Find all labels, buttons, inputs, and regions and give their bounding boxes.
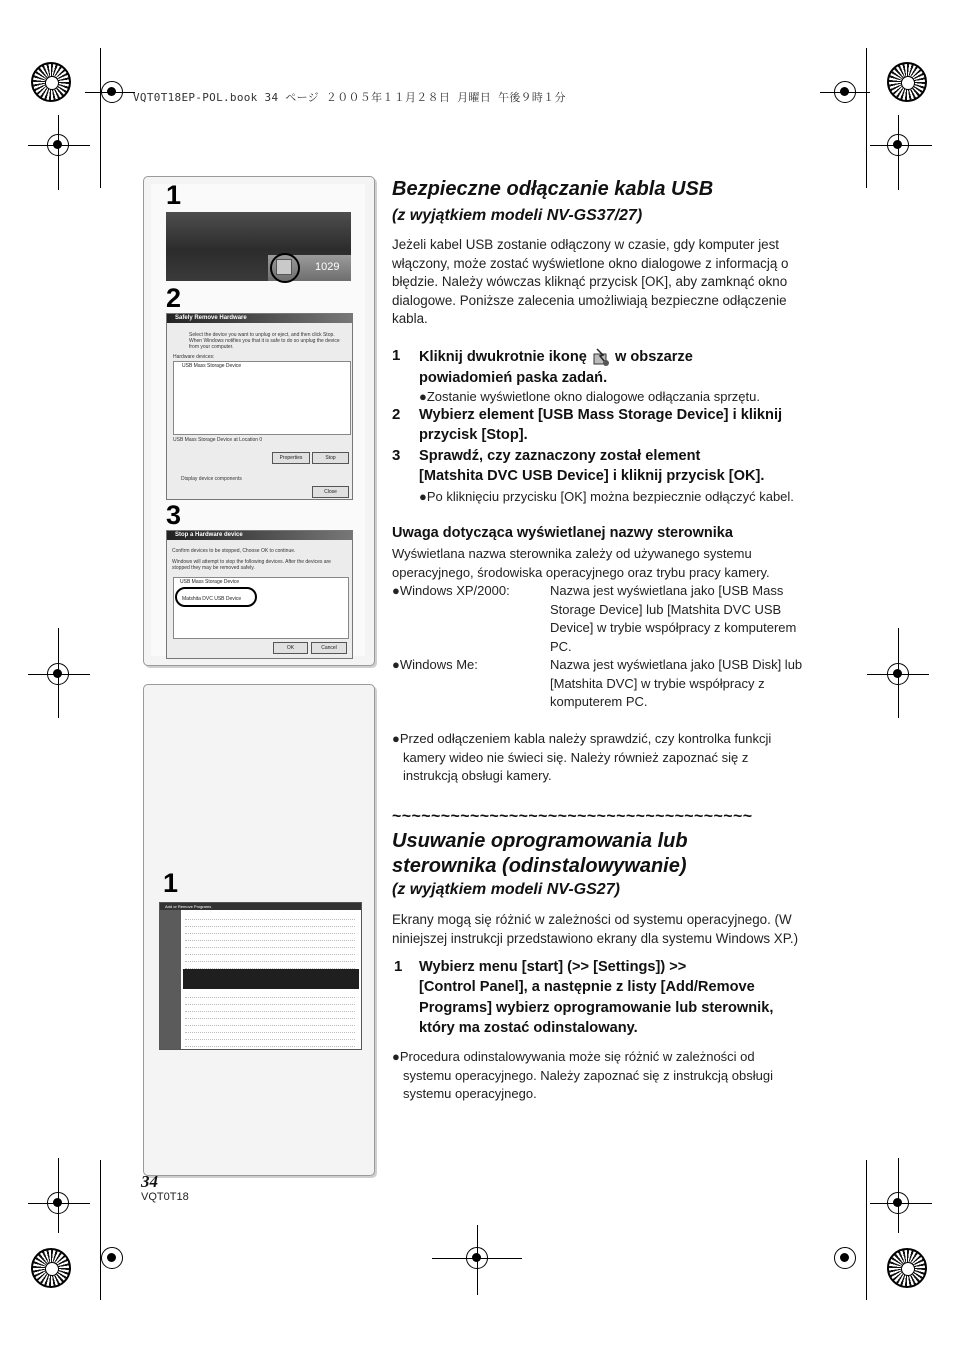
add-remove-programs-window bbox=[159, 902, 362, 1050]
section2-step1-text: Wybierz menu [start] (>> [Settings]) >> [Control Panel], a następnie z listy [Add/Remove Programs] wybierz oprogramowanie lub sterownik, który ma zostać odinstalowany. bbox=[419, 959, 774, 1036]
ok-button[interactable]: OK bbox=[273, 642, 308, 654]
program-row[interactable] bbox=[185, 1021, 355, 1026]
driver-name-heading: Uwaga dotycząca wyświetlanej nazwy sterownika bbox=[392, 525, 733, 541]
page-number: 34 bbox=[141, 1172, 158, 1191]
crosshair-target-icon bbox=[834, 1247, 856, 1269]
program-row[interactable] bbox=[185, 943, 355, 948]
properties-button[interactable]: Properties bbox=[272, 452, 310, 464]
section2-subtitle: (z wyjątkiem modeli NV-GS27) bbox=[392, 881, 620, 898]
highlight-oval bbox=[175, 587, 257, 607]
step1-note: ●Zostanie wyświetlone okno dialogowe odłączania sprzętu. bbox=[419, 389, 760, 404]
step2-number: 2 bbox=[392, 406, 401, 423]
dialog-stop-text: Windows will attempt to stop the following devices. After the devices are stopped they may be removed safely. bbox=[172, 559, 331, 571]
before-disconnect-note: ●Przed odłączeniem kabla należy sprawdzić, czy kontrolka funkcji kamery wideo nie świeci się. Należy również zapoznać się z instrukcją obsługi kamery. bbox=[392, 731, 772, 783]
program-row[interactable] bbox=[185, 993, 355, 998]
section2-step1-number: 1 bbox=[394, 958, 403, 975]
dialog-instructions: Select the device you want to unplug or eject, and then click Stop. When Windows notifies you that it is safe to do so unplug the device from your computer. bbox=[189, 332, 340, 350]
crosshair-target-icon bbox=[101, 1247, 123, 1269]
panel1-step2: 2 bbox=[166, 283, 182, 313]
panel2-step1: 1 bbox=[163, 868, 179, 898]
safely-remove-dialog bbox=[166, 313, 353, 500]
program-row[interactable] bbox=[185, 922, 355, 927]
dialog-confirm-text: Confirm devices to be stopped, Choose OK to continue. bbox=[172, 548, 296, 554]
crosshair-target-icon bbox=[887, 1192, 909, 1214]
cancel-button[interactable]: Cancel bbox=[311, 642, 347, 654]
step1-number: 1 bbox=[392, 347, 401, 364]
me-label: ●Windows Me: bbox=[392, 657, 478, 672]
panel1-step1: 1 bbox=[166, 180, 182, 210]
section-divider: ~~~~~~~~~~~~~~~~~~~~~~~~~~~~~~~~~~~~~ bbox=[392, 808, 753, 825]
section2-note: ●Procedura odinstalowywania może się różnić w zależności od systemu operacyjnego. Należy zapoznać się z instrukcją obsługi systemu operacyjnego. bbox=[392, 1049, 773, 1101]
program-row[interactable] bbox=[185, 1028, 355, 1033]
registration-dial-icon bbox=[31, 62, 71, 102]
program-row[interactable] bbox=[185, 950, 355, 955]
registration-dial-icon bbox=[887, 1248, 927, 1288]
hardware-list-label: Hardware devices: bbox=[173, 354, 215, 360]
highlight-circle bbox=[270, 253, 300, 283]
xp-text: Nazwa jest wyświetlana jako [USB Mass Storage Device] lub [Matshita DVC USB Device] w trybie współpracy z komputerem PC. bbox=[550, 583, 797, 654]
safely-remove-hardware-icon bbox=[591, 346, 611, 368]
section2-intro: Ekrany mogą się różnić w zależności od systemu operacyjnego. (W niniejszej instrukcji przedstawiono ekrany dla systemu Windows XP.) bbox=[392, 912, 799, 946]
section1-intro: Jeżeli kabel USB zostanie odłączony w czasie, gdy komputer jest włączony, może zostać wyświetlone okno dialogowe z informacją o błędzie. Należy wówczas kliknąć przycisk [OK], aby zamknąć okno dialogowe. Poniższe zalecenia umożliwiają bezpieczne odłączenie kabla. bbox=[392, 237, 789, 327]
device-location: USB Mass Storage Device at Location 0 bbox=[173, 437, 263, 443]
dialog-title: Safely Remove Hardware bbox=[167, 314, 352, 323]
crosshair-target-icon bbox=[887, 134, 909, 156]
program-row[interactable] bbox=[185, 1035, 355, 1040]
display-components-checkbox[interactable]: Display device components bbox=[181, 476, 242, 482]
print-header: VQT0T18EP-POL.book 34 ページ ２００５年１１月２８日 月曜日 午後９時１分 bbox=[133, 91, 566, 104]
registration-dial-icon bbox=[31, 1248, 71, 1288]
step2-text: Wybierz element [USB Mass Storage Device] i kliknij przycisk [Stop]. bbox=[419, 407, 783, 444]
document-code: VQT0T18 bbox=[141, 1191, 189, 1203]
hardware-list-item[interactable]: USB Mass Storage Device bbox=[182, 363, 242, 369]
program-row[interactable] bbox=[185, 1007, 355, 1012]
program-row[interactable] bbox=[185, 936, 355, 941]
driver-text: Wyświetlana nazwa sterownika zależy od używanego systemu operacyjnego, środowiska operacyjnego oraz trybu pracy kamery. bbox=[392, 546, 770, 580]
crosshair-target-icon bbox=[47, 134, 69, 156]
dialog-title: Stop a Hardware device bbox=[167, 531, 352, 540]
tray-clock: 1029 bbox=[315, 261, 340, 273]
arp-title: Add or Remove Programs bbox=[160, 903, 362, 910]
step3-number: 3 bbox=[392, 447, 401, 464]
step1-text: Kliknij dwukrotnie ikonę w obszarze powiadomień paska zadań. bbox=[419, 346, 839, 388]
section1-subtitle: (z wyjątkiem modeli NV-GS37/27) bbox=[392, 207, 643, 224]
stop-button[interactable]: Stop bbox=[312, 452, 349, 464]
step3-note: ●Po kliknięciu przycisku [OK] można bezpiecznie odłączyć kabel. bbox=[419, 489, 794, 504]
step3-text: Sprawdź, czy zaznaczony został element [Matshita DVC USB Device] i kliknij przycisk [OK]. bbox=[419, 448, 765, 485]
program-row[interactable] bbox=[185, 929, 355, 934]
hardware-list[interactable] bbox=[173, 361, 351, 435]
program-row[interactable] bbox=[185, 915, 355, 920]
program-row[interactable] bbox=[185, 1000, 355, 1005]
program-row[interactable] bbox=[185, 1014, 355, 1019]
devices-list-item[interactable]: USB Mass Storage Device bbox=[180, 579, 240, 585]
panel1-step3: 3 bbox=[166, 500, 182, 530]
section2-title: Usuwanie oprogramowania lub sterownika (odinstalowywanie) bbox=[392, 830, 688, 877]
xp-label: ●Windows XP/2000: bbox=[392, 583, 510, 598]
devices-list-item[interactable]: Matshita DVC USB Device bbox=[182, 596, 242, 602]
selected-program-row[interactable] bbox=[183, 969, 359, 989]
program-row[interactable] bbox=[185, 957, 355, 962]
crosshair-target-icon bbox=[47, 1192, 69, 1214]
close-button[interactable]: Close bbox=[312, 486, 349, 498]
program-row[interactable] bbox=[185, 1042, 355, 1047]
me-text: Nazwa jest wyświetlana jako [USB Disk] lub [Matshita DVC] w trybie współpracy z komputerem PC. bbox=[550, 657, 803, 709]
arp-sidebar bbox=[160, 910, 181, 1049]
section1-title: Bezpieczne odłączanie kabla USB bbox=[392, 178, 714, 200]
registration-dial-icon bbox=[887, 62, 927, 102]
